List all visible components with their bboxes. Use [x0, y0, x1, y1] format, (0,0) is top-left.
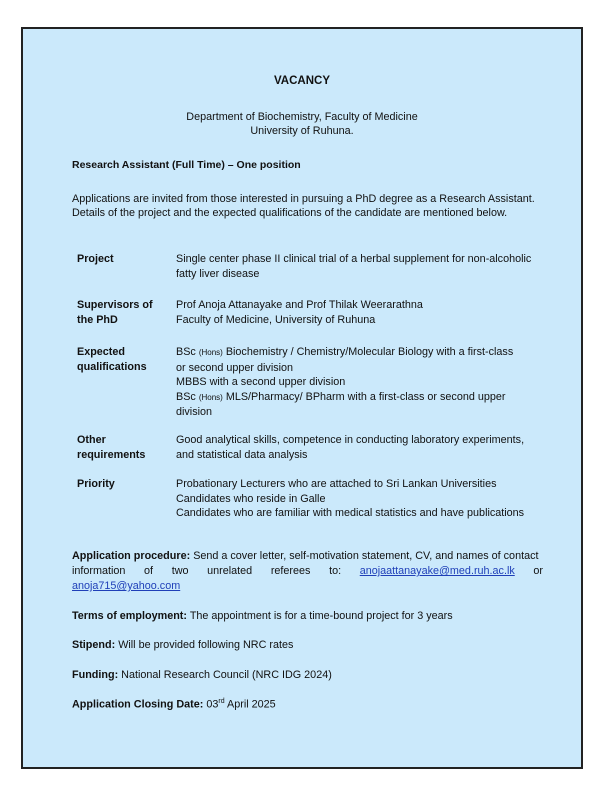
intro-line: Details of the project and the expected qualifications of the candidate are mentioned below.	[72, 207, 508, 219]
position-heading: Research Assistant (Full Time) – One position	[72, 159, 301, 171]
email-link-secondary[interactable]: anoja715@yahoo.com	[72, 580, 181, 592]
qualifications-label	[77, 345, 177, 375]
supervisors-label	[77, 298, 177, 328]
university-line: University of Ruhuna.	[250, 125, 354, 137]
or-text: or	[533, 565, 544, 577]
other-requirements-value	[176, 433, 551, 462]
stipend-label: Stipend:	[72, 639, 116, 651]
priority-line: Candidates who reside in Galle	[176, 492, 326, 505]
qualification-item: MBBS with a second upper division	[176, 376, 346, 388]
qualification-text: Biochemistry / Chemistry/Molecular Biology with a first-class	[225, 346, 514, 358]
supervisors-label-line: Supervisors of	[77, 299, 153, 311]
intro-line: Applications are invited from those interested in pursuing a PhD degree as a Research Assistant.	[72, 193, 535, 205]
qualifications-label-line: Expected	[77, 346, 126, 358]
supervisors-label-line: the PhD	[77, 314, 118, 326]
terms-label: Terms of employment:	[72, 610, 187, 622]
other-line: Good analytical skills, competence in conducting laboratory experiments,	[176, 434, 525, 446]
terms-text: The appointment is for a time-bound project for 3 years	[189, 610, 453, 622]
funding-label: Funding:	[72, 669, 119, 681]
application-text: Send a cover letter, self-motivation statement, CV, and names of contact	[193, 550, 539, 562]
project-line: Single center phase II clinical trial of a herbal supplement for non-alcoholic	[176, 253, 532, 265]
stipend	[72, 638, 543, 653]
priority-label: Priority	[77, 478, 115, 490]
terms-of-employment	[72, 609, 543, 624]
other-requirements-label	[77, 433, 177, 463]
supervisors-line: Prof Anoja Attanayake and Prof Thilak Weerarathna	[176, 299, 423, 311]
hons-tag: (Hons)	[198, 348, 223, 357]
qualification-item	[176, 390, 551, 406]
closing-day-suffix: rd	[218, 698, 225, 705]
qualifications-value	[176, 345, 551, 420]
project-line: fatty liver disease	[176, 267, 260, 280]
degree-prefix: BSc	[176, 390, 196, 403]
priority-line: Probationary Lecturers who are attached to Sri Lankan Universities	[176, 478, 497, 490]
hons-tag: (Hons)	[198, 392, 223, 402]
project-label: Project	[77, 253, 114, 265]
other-label-line: requirements	[77, 449, 146, 461]
stipend-text: Will be provided following NRC rates	[118, 639, 294, 651]
closing-label: Application Closing Date:	[72, 698, 204, 711]
qualifications-label-line: qualifications	[77, 361, 147, 373]
application-line	[72, 564, 543, 579]
other-line: and statistical data analysis	[176, 448, 308, 461]
department-info	[23, 110, 581, 138]
priority-line: Candidates who are familiar with medical statistics and have publications	[176, 507, 525, 519]
qualification-item	[176, 345, 551, 361]
vacancy-notice	[21, 27, 583, 769]
priority-value	[176, 477, 551, 521]
supervisors-line: Faculty of Medicine, University of Ruhuna	[176, 313, 376, 326]
application-line	[72, 579, 543, 594]
application-text: information of two unrelated referees to:	[72, 565, 342, 577]
qualification-text: or second upper division	[176, 361, 294, 374]
closing-date	[72, 694, 543, 713]
closing-day: 03	[206, 698, 219, 711]
degree-prefix: BSc	[176, 346, 196, 358]
other-label-line: Other	[77, 434, 106, 446]
project-value	[176, 252, 551, 281]
intro-paragraph	[72, 192, 552, 220]
application-line	[72, 549, 543, 564]
funding-text: National Research Council (NRC IDG 2024)	[121, 669, 332, 681]
closing-month-year: April 2025	[227, 698, 276, 711]
email-link-primary[interactable]: anojaattanayake@med.ruh.ac.lk	[359, 565, 515, 577]
department-line: Department of Biochemistry, Faculty of Medicine	[186, 111, 418, 123]
qualification-text: division	[176, 406, 213, 418]
page-title: VACANCY	[273, 75, 330, 87]
application-label: Application procedure:	[72, 550, 191, 562]
application-procedure	[72, 549, 543, 594]
funding	[72, 668, 543, 683]
qualification-text: MLS/Pharmacy/ BPharm with a first-class or second upper	[225, 390, 506, 403]
supervisors-value	[176, 298, 551, 327]
